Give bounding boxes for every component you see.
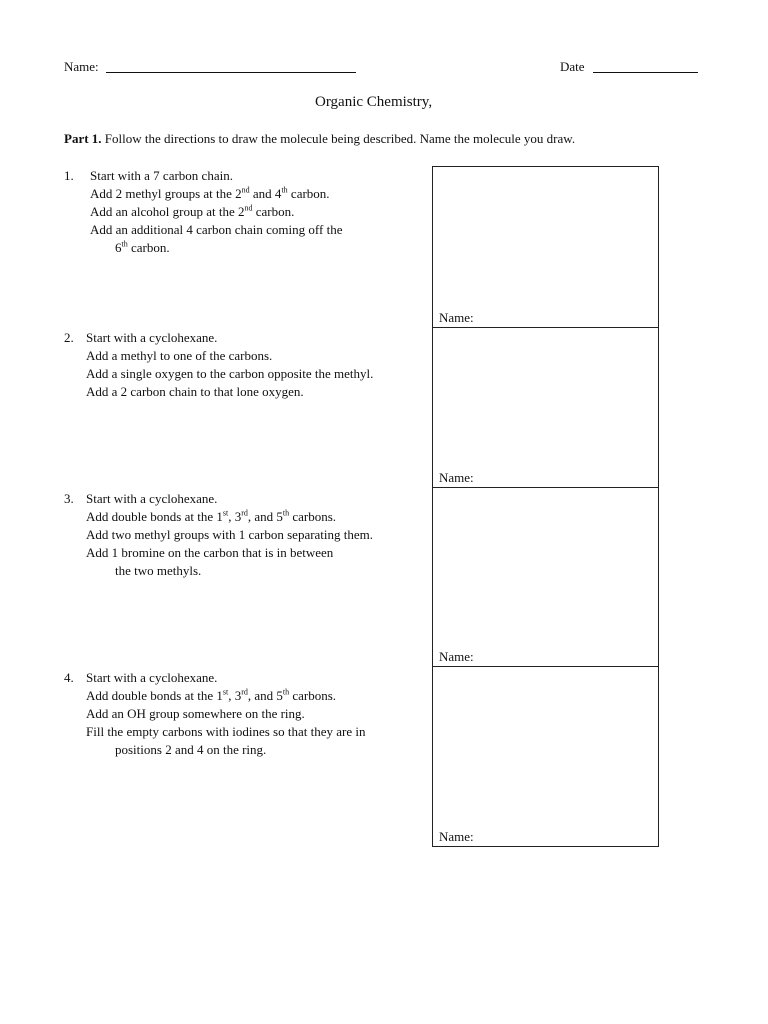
question-line: 6th carbon. — [115, 239, 170, 255]
name-blank[interactable] — [106, 72, 356, 73]
question-line: Add two methyl groups with 1 carbon separating them. — [86, 527, 374, 542]
question-line: Start with a cyclohexane. — [86, 330, 218, 345]
question-line: Add a single oxygen to the carbon opposite the methyl. — [86, 366, 374, 381]
question-line: Start with a cyclohexane. — [86, 670, 218, 685]
question-line: Add double bonds at the 1st, 3rd, and 5th carbons. — [86, 687, 337, 703]
box-name-label: Name: — [439, 649, 474, 664]
box-name-label: Name: — [439, 310, 474, 325]
question-line: Add an OH group somewhere on the ring. — [86, 706, 305, 721]
question-line: Add 1 bromine on the carbon that is in between — [86, 545, 334, 560]
question-line: Add double bonds at the 1st, 3rd, and 5th carbons. — [86, 508, 337, 524]
question-line: Fill the empty carbons with iodines so that they are in — [86, 724, 366, 739]
box-name-label: Name: — [439, 470, 474, 485]
page-title: Organic Chemistry, — [315, 94, 433, 110]
question-line: Add 2 methyl groups at the 2nd and 4th carbon. — [90, 185, 330, 201]
date-blank[interactable] — [593, 72, 698, 73]
question-number: 4. — [64, 670, 74, 685]
question-line: the two methyls. — [115, 563, 202, 578]
box-name-label: Name: — [439, 829, 474, 844]
question-number: 2. — [64, 330, 74, 345]
drawing-box-3[interactable] — [432, 488, 659, 667]
question-line: Add an additional 4 carbon chain coming off the — [90, 222, 343, 237]
question-number: 1. — [64, 168, 74, 183]
name-label: Name: — [64, 59, 99, 74]
question-line: Add a methyl to one of the carbons. — [86, 348, 273, 363]
part-text: Follow the directions to draw the molecule being described. Name the molecule you draw. — [104, 131, 576, 146]
question-number: 3. — [64, 491, 74, 506]
drawing-box-2[interactable] — [432, 327, 659, 488]
question-line: Start with a cyclohexane. — [86, 491, 218, 506]
date-label: Date — [560, 59, 585, 74]
question-line: positions 2 and 4 on the ring. — [115, 742, 267, 757]
drawing-box-4[interactable] — [432, 667, 659, 847]
question-line: Add a 2 carbon chain to that lone oxygen. — [86, 384, 304, 399]
drawing-box-1[interactable] — [432, 166, 659, 328]
question-line: Start with a 7 carbon chain. — [90, 168, 233, 183]
part-label: Part 1. — [64, 131, 102, 146]
question-line: Add an alcohol group at the 2nd carbon. — [90, 203, 295, 219]
part-instructions — [64, 132, 575, 145]
